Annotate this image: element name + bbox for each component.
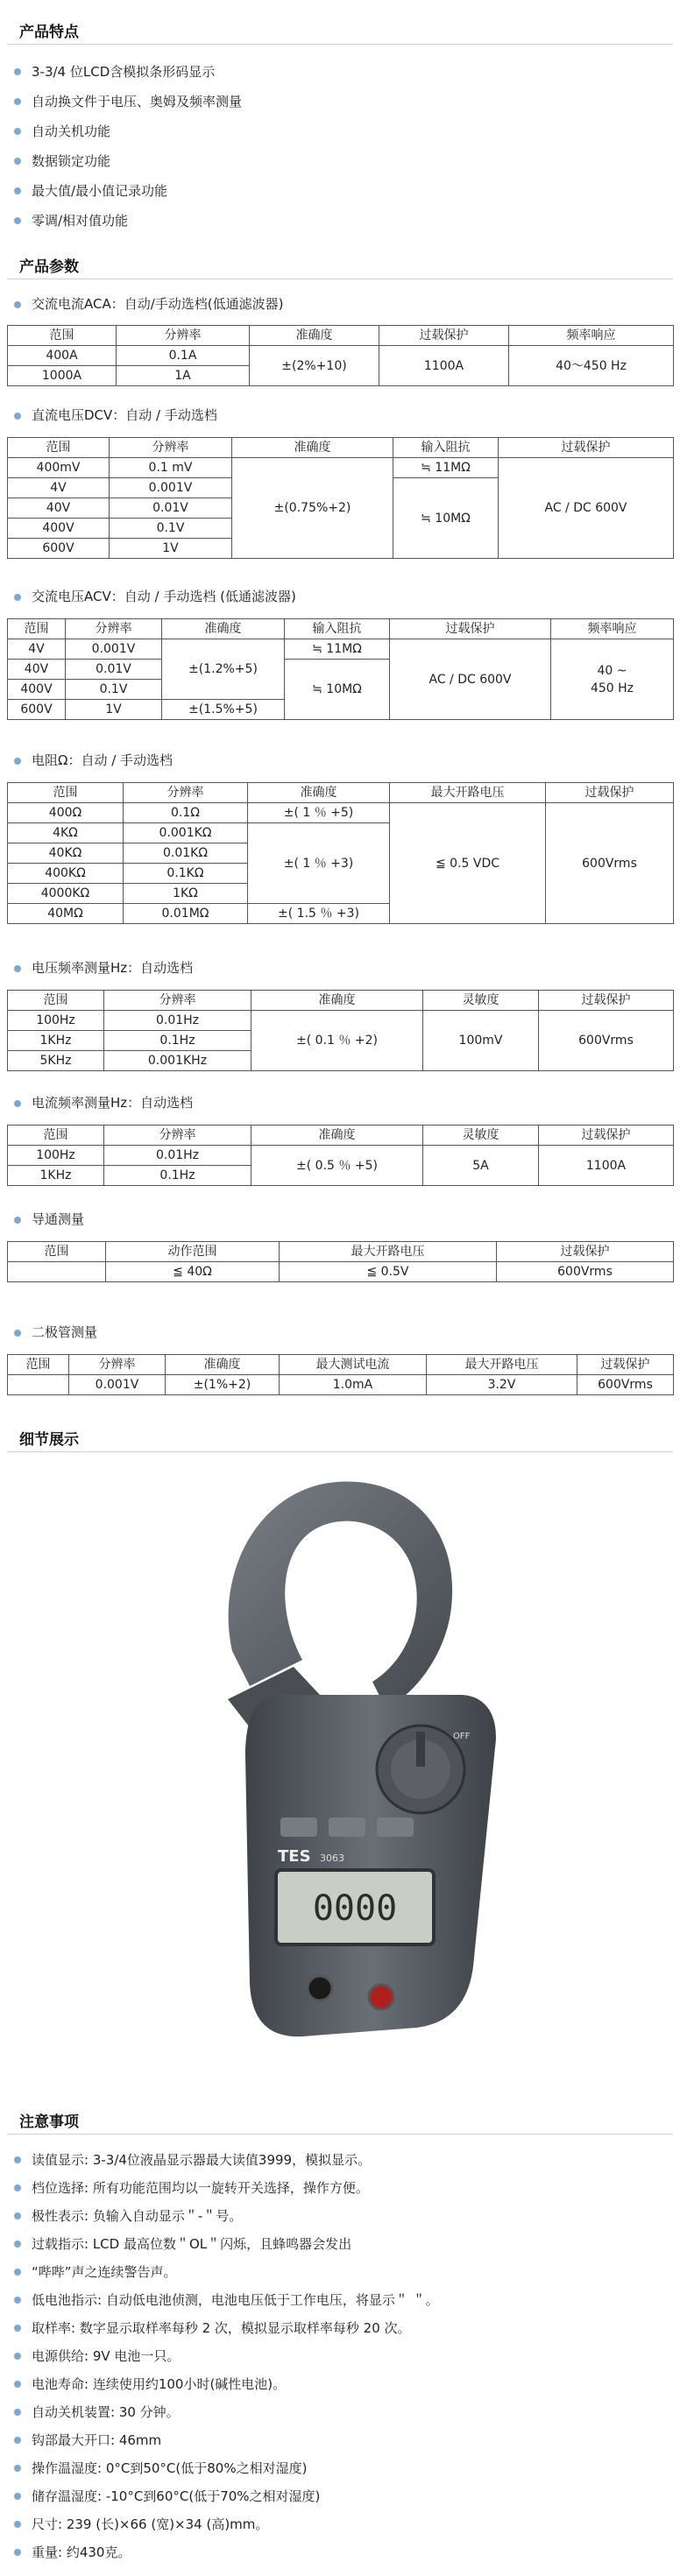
header-cell: 范围: [8, 438, 110, 458]
bullet-icon: [14, 128, 21, 135]
header-cell: 准确度: [166, 1355, 280, 1375]
accuracy-cell: ±( 0.1 ％ +2): [251, 1011, 423, 1071]
voltage-cell: ≦ 0.5V: [280, 1262, 497, 1282]
header-cell: 分辨率: [110, 438, 232, 458]
range-cell: 40V: [8, 498, 110, 519]
bullet-icon: [14, 68, 21, 75]
header-cell: 范围: [8, 619, 66, 639]
table-row: [8, 1262, 674, 1282]
range-cell: 600V: [8, 700, 66, 720]
range-cell: 4KΩ: [8, 823, 124, 843]
resolution-cell: 1KΩ: [124, 884, 248, 904]
cont-caption: 导通测量: [12, 1210, 84, 1228]
overload-cell: 600Vrms: [577, 1375, 674, 1395]
header-cell: 过载保护: [390, 619, 551, 639]
list-item: 低电池指示: 自动低电池侦测，电池电压低于工作电压，将显示＂ ＂。: [12, 2290, 439, 2318]
details-title: 细节展示: [19, 1431, 79, 1449]
list-item: 读值显示: 3-3/4位液晶显示器最大读值3999，模拟显示。: [12, 2149, 439, 2177]
table-header-row: [8, 1126, 674, 1146]
bullet-icon: [14, 2465, 21, 2472]
accuracy-cell: ±(1%+2): [166, 1375, 280, 1395]
list-item: 自动换文件于电压、奥姆及频率测量: [12, 91, 242, 121]
clamp-jaw: [229, 1482, 452, 1708]
resolution-cell: 0.001KΩ: [124, 823, 248, 843]
table-header-row: [8, 438, 674, 458]
header-cell: 频率响应: [509, 326, 674, 346]
header-cell: 分辨率: [66, 619, 162, 639]
table-row: [8, 1011, 674, 1031]
list-item: 钩部最大开口: 46mm: [12, 2430, 439, 2458]
table-row: [8, 458, 674, 478]
bullet-icon: [14, 2549, 21, 2556]
accuracy-cell: ±(2%+10): [250, 346, 379, 386]
table-header-row: [8, 783, 674, 803]
list-item: 过载指示: LCD 最高位数＂OL＂闪烁，且蜂鸣器会发出: [12, 2234, 439, 2262]
bullet-icon: [14, 2156, 21, 2163]
overload-cell: 600Vrms: [539, 1011, 674, 1071]
header-cell: 准确度: [251, 1126, 423, 1146]
v-ohm-jack: [369, 1985, 393, 2009]
bullet-icon: [14, 965, 21, 972]
resolution-cell: 0.1V: [110, 519, 232, 539]
header-cell: 最大测试电流: [280, 1355, 427, 1375]
header-cell: 分辨率: [69, 1355, 166, 1375]
brand-logo: TES: [278, 1847, 311, 1866]
header-cell: 准确度: [248, 783, 390, 803]
acv-caption: 交流电压ACV：自动 / 手动选档 (低通滤波器): [12, 587, 296, 605]
table-header-row: [8, 991, 674, 1011]
bullet-icon: [14, 1217, 21, 1224]
header-cell: 过载保护: [539, 1126, 674, 1146]
accuracy-cell: ±(1.5%+5): [162, 700, 285, 720]
accuracy-cell: ±(1.2%+5): [162, 639, 285, 700]
list-item: 数据锁定功能: [12, 151, 242, 180]
resolution-cell: 0.01V: [110, 498, 232, 519]
acv-table: [7, 618, 674, 720]
header-cell: 准确度: [162, 619, 285, 639]
bullet-icon: [14, 187, 21, 194]
bullet-icon: [14, 2493, 21, 2500]
list-item: 自动关机功能: [12, 121, 242, 151]
dcv-caption: 直流电压DCV：自动 / 手动选档: [12, 406, 217, 424]
resolution-cell: 1V: [66, 700, 162, 720]
overload-cell: 600Vrms: [546, 803, 674, 924]
resolution-cell: 0.001V: [110, 478, 232, 498]
hza-table: [7, 1125, 674, 1186]
table-row: [8, 346, 674, 366]
header-cell: 范围: [8, 1242, 106, 1262]
model-label: 3063: [320, 1853, 344, 1864]
header-cell: 范围: [8, 1355, 69, 1375]
bullet-icon: [14, 2353, 21, 2360]
com-jack: [308, 1976, 332, 2001]
list-item: 取样率: 数字显示取样率每秒 2 次，模拟显示取样率每秒 20 次。: [12, 2318, 439, 2346]
list-item: 电源供给: 9V 电池一只。: [12, 2346, 439, 2374]
bullet-icon: [14, 1100, 21, 1107]
hzv-table: [7, 990, 674, 1071]
resolution-cell: 1A: [117, 366, 250, 386]
range-cell: [8, 1375, 69, 1395]
features-title: 产品特点: [19, 24, 79, 41]
resolution-cell: 0.1KΩ: [124, 864, 248, 884]
bullet-icon: [14, 2213, 21, 2220]
resolution-cell: 0.1Ω: [124, 803, 248, 823]
bullet-icon: [14, 2325, 21, 2332]
bullet-icon: [14, 301, 21, 308]
impedance-cell: ≒ 10MΩ: [393, 478, 499, 559]
range-cell: 100Hz: [8, 1011, 104, 1031]
bullet-icon: [14, 98, 21, 105]
resolution-cell: 0.01V: [66, 660, 162, 680]
hold-button: [280, 1817, 317, 1837]
bullet-icon: [14, 758, 21, 765]
header-cell: 动作范围: [106, 1242, 280, 1262]
bullet-icon: [14, 2381, 21, 2388]
list-item: 尺寸: 239 (长)×66 (宽)×34 (高)mm。: [12, 2514, 439, 2542]
range-cell: 5KHz: [8, 1051, 104, 1071]
bullet-icon: [14, 2297, 21, 2304]
header-cell: 输入阻抗: [285, 619, 390, 639]
accuracy-cell: ±( 0.5 ％ +5): [251, 1146, 423, 1186]
header-cell: 最大开路电压: [427, 1355, 577, 1375]
range-cell: 4000KΩ: [8, 884, 124, 904]
details-divider: [7, 1451, 673, 1452]
range-button: [329, 1817, 365, 1837]
header-cell: 分辨率: [104, 991, 251, 1011]
range-cell: 1KHz: [8, 1031, 104, 1051]
resolution-cell: 0.01MΩ: [124, 904, 248, 924]
header-cell: 过载保护: [379, 326, 509, 346]
accuracy-cell: ±( 1.5 ％ +3): [248, 904, 390, 924]
voltage-cell: 3.2V: [427, 1375, 577, 1395]
header-cell: 准确度: [250, 326, 379, 346]
sensitivity-cell: 5A: [423, 1146, 539, 1186]
list-item: 零调/相对值功能: [12, 210, 242, 240]
impedance-cell: ≒ 10MΩ: [285, 660, 390, 720]
range-cell: 40MΩ: [8, 904, 124, 924]
cont-table: [7, 1241, 674, 1282]
header-cell: 准确度: [251, 991, 423, 1011]
header-cell: 过载保护: [497, 1242, 674, 1262]
header-cell: 范围: [8, 1126, 104, 1146]
list-item: 档位选择: 所有功能范围均以一旋转开关选择，操作方便。: [12, 2177, 439, 2205]
header-cell: 范围: [8, 783, 124, 803]
list-item: 储存温湿度: -10°C到60°C(低于70%之相对湿度): [12, 2486, 439, 2514]
bullet-icon: [14, 217, 21, 224]
list-item: 自动关机装置: 30 分钟。: [12, 2402, 439, 2430]
header-cell: 范围: [8, 326, 117, 346]
header-cell: 最大开路电压: [390, 783, 546, 803]
range-cell: 40KΩ: [8, 843, 124, 864]
bullet-icon: [14, 158, 21, 165]
table-header-row: [8, 619, 674, 639]
accuracy-cell: ±(0.75%+2): [232, 458, 393, 559]
hza-caption: 电流频率测量Hz：自动选档: [12, 1093, 193, 1112]
table-row: [8, 1375, 674, 1395]
diode-table: [7, 1354, 674, 1395]
resolution-cell: 0.01Hz: [104, 1146, 251, 1166]
range-cell: 1KHz: [8, 1166, 104, 1186]
range-cell: 100Hz: [8, 1146, 104, 1166]
range-cell: 400V: [8, 680, 66, 700]
header-cell: 过载保护: [499, 438, 674, 458]
overload-cell: 600Vrms: [497, 1262, 674, 1282]
hzv-caption: 电压频率测量Hz：自动选档: [12, 958, 193, 977]
range-cell: 400KΩ: [8, 864, 124, 884]
bullet-icon: [14, 2521, 21, 2528]
action-range-cell: ≦ 40Ω: [106, 1262, 280, 1282]
resolution-cell: 0.1 mV: [110, 458, 232, 478]
header-cell: 分辨率: [124, 783, 248, 803]
freq-cell: 40～450 Hz: [509, 346, 674, 386]
overload-cell: AC / DC 600V: [499, 458, 674, 559]
range-cell: 400Ω: [8, 803, 124, 823]
params-title: 产品参数: [19, 258, 79, 276]
bullet-icon: [14, 594, 21, 601]
list-item: 极性表示: 负输入自动显示＂-＂号。: [12, 2205, 439, 2234]
header-cell: 准确度: [232, 438, 393, 458]
header-cell: 分辨率: [117, 326, 250, 346]
table-header-row: [8, 1355, 674, 1375]
bullet-icon: [14, 2241, 21, 2248]
clamp-meter-image: [197, 1476, 521, 2054]
features-divider: [7, 44, 673, 45]
notes-list: [12, 2149, 439, 2570]
header-cell: 频率响应: [551, 619, 674, 639]
range-cell: 400V: [8, 519, 110, 539]
impedance-cell: ≒ 11MΩ: [285, 639, 390, 660]
list-item: 3-3/4 位LCD含模拟条形码显示: [12, 61, 242, 91]
resolution-cell: 0.1Hz: [104, 1031, 251, 1051]
table-row: [8, 639, 674, 660]
header-cell: 范围: [8, 991, 104, 1011]
header-cell: 输入阻抗: [393, 438, 499, 458]
header-cell: 灵敏度: [423, 991, 539, 1011]
header-cell: 过载保护: [577, 1355, 674, 1375]
bullet-icon: [14, 2184, 21, 2191]
list-item: 操作温湿度: 0°C到50°C(低于80%之相对湿度): [12, 2458, 439, 2486]
overload-cell: 1100A: [539, 1146, 674, 1186]
header-cell: 分辨率: [104, 1126, 251, 1146]
range-cell: 4V: [8, 639, 66, 660]
list-item: 最大值/最小值记录功能: [12, 180, 242, 210]
features-list: [12, 61, 242, 240]
bullet-icon: [14, 2437, 21, 2444]
list-item: “哔哔”声之连续警告声。: [12, 2262, 439, 2290]
diode-caption: 二极管测量: [12, 1323, 97, 1341]
bullet-icon: [14, 2409, 21, 2416]
resolution-cell: 0.001KHz: [104, 1051, 251, 1071]
table-row: [8, 803, 674, 823]
resolution-cell: 0.1A: [117, 346, 250, 366]
header-cell: 灵敏度: [423, 1126, 539, 1146]
range-cell: 1000A: [8, 366, 117, 386]
notes-title: 注意事项: [19, 2114, 79, 2131]
accuracy-cell: ±( 1 ％ +5): [248, 803, 390, 823]
range-cell: 40V: [8, 660, 66, 680]
range-cell: 400A: [8, 346, 117, 366]
resolution-cell: 0.001V: [69, 1375, 166, 1395]
bullet-icon: [14, 413, 21, 420]
overload-cell: AC / DC 600V: [390, 639, 551, 720]
header-cell: 过载保护: [539, 991, 674, 1011]
accuracy-cell: ±( 1 ％ +3): [248, 823, 390, 904]
range-cell: 400mV: [8, 458, 110, 478]
freq-cell: 40 ~ 450 Hz: [551, 639, 674, 720]
notes-divider: [7, 2134, 673, 2135]
ohm-caption: 电阻Ω：自动 / 手动选档: [12, 751, 173, 769]
header-cell: 过载保护: [546, 783, 674, 803]
table-header-row: [8, 1242, 674, 1262]
table-header-row: [8, 326, 674, 346]
aca-caption: 交流电流ACA：自动/手动选档(低通滤波器): [12, 294, 284, 313]
list-item: 重量: 约430克。: [12, 2542, 439, 2570]
resolution-cell: 0.1Hz: [104, 1166, 251, 1186]
resolution-cell: 0.1V: [66, 680, 162, 700]
bullet-icon: [14, 1330, 21, 1337]
impedance-cell: ≒ 11MΩ: [393, 458, 499, 478]
off-label: OFF: [453, 1732, 471, 1741]
resolution-cell: 0.01KΩ: [124, 843, 248, 864]
dcv-table: [7, 437, 674, 559]
lcd-readout: 0000: [312, 1888, 398, 1929]
range-cell: 4V: [8, 478, 110, 498]
overload-cell: 1100A: [379, 346, 509, 386]
ohm-table: [7, 782, 674, 924]
list-item: 电池寿命: 连续使用约100小时(碱性电池)。: [12, 2374, 439, 2402]
resolution-cell: 1V: [110, 539, 232, 559]
table-row: [8, 1146, 674, 1166]
range-cell: [8, 1262, 106, 1282]
range-cell: 600V: [8, 539, 110, 559]
mode-button: [377, 1817, 414, 1837]
aca-table: [7, 325, 674, 386]
voltage-cell: ≦ 0.5 VDC: [390, 803, 546, 924]
resolution-cell: 0.01Hz: [104, 1011, 251, 1031]
header-cell: 最大开路电压: [280, 1242, 497, 1262]
sensitivity-cell: 100mV: [423, 1011, 539, 1071]
resolution-cell: 0.001V: [66, 639, 162, 660]
bullet-icon: [14, 2269, 21, 2276]
current-cell: 1.0mA: [280, 1375, 427, 1395]
